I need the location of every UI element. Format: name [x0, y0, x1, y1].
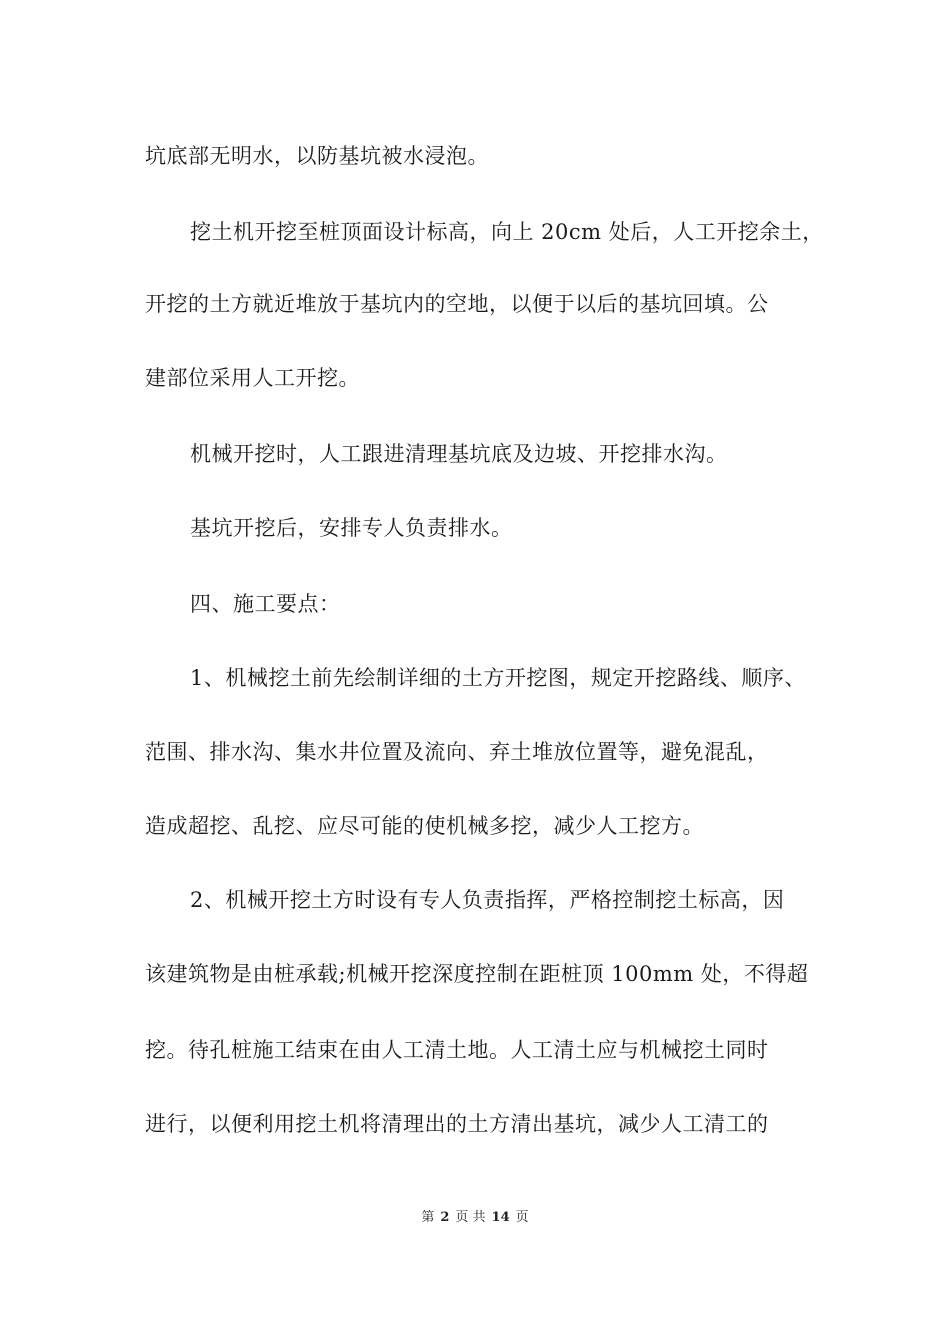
section-heading: 四、施工要点：	[190, 592, 341, 616]
text-line: 进行，以便利用挖土机将清理出的土方清出基坑，减少人工清工的	[145, 1112, 769, 1136]
current-page-number: 2	[440, 1210, 450, 1225]
text-line: 坑底部无明水，以防基坑被水浸泡。	[145, 144, 489, 168]
text-line: 基坑开挖后，安排专人负责排水。	[190, 516, 513, 540]
text-line: 挖。待孔桩施工结束在由人工清土地。人工清土应与机械挖土同时	[145, 1038, 769, 1062]
text-line: 范围、排水沟、集水井位置及流向、弃土堆放位置等，避免混乱，	[145, 740, 769, 764]
total-pages-number: 14	[491, 1210, 510, 1225]
footer-middle: 页 共	[455, 1210, 486, 1225]
text-line: 造成超挖、乱挖、应尽可能的使机械多挖，减少人工挖方。	[145, 814, 704, 838]
text-line: 1、机械挖土前先绘制详细的土方开挖图，规定开挖路线、顺序、	[190, 666, 806, 690]
text-line: 机械开挖时，人工跟进清理基坑底及边坡、开挖排水沟。	[190, 442, 728, 466]
footer-prefix: 第	[421, 1210, 435, 1225]
text-line: 挖土机开挖至桩顶面设计标高，向上 20cm 处后，人工开挖余土，	[190, 220, 824, 244]
text-line: 建部位采用人工开挖。	[145, 366, 360, 390]
text-line: 2、机械开挖土方时设有专人负责指挥，严格控制挖土标高，因	[190, 888, 785, 912]
text-line: 开挖的土方就近堆放于基坑内的空地，以便于以后的基坑回填。公	[145, 292, 769, 316]
text-line: 该建筑物是由桩承载;机械开挖深度控制在距桩顶 100mm 处，不得超	[145, 962, 809, 986]
footer-suffix: 页	[515, 1210, 529, 1225]
page-footer	[0, 1209, 950, 1227]
